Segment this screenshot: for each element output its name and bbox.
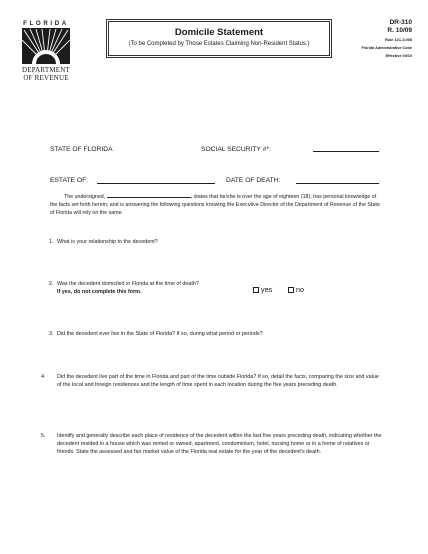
form-admin-code: Florida Administrative Code bbox=[361, 46, 412, 50]
date-of-death-field[interactable] bbox=[296, 183, 379, 184]
question-1: 1. What is your relationship to the decedent? bbox=[49, 239, 158, 245]
intro-paragraph bbox=[50, 194, 380, 217]
logo-department-line1: DEPARTMENT bbox=[22, 66, 70, 74]
logo-florida-word: FLORIDA bbox=[23, 20, 69, 27]
option-yes[interactable] bbox=[253, 279, 272, 297]
date-of-death-label: DATE OF DEATH: bbox=[226, 177, 281, 184]
ssn-field[interactable] bbox=[313, 151, 379, 152]
question-3: 3. Did the decedent ever live in the State of Florida? If so, during what period or periods? bbox=[49, 331, 263, 337]
logo-department-line2: OF REVENUE bbox=[23, 74, 69, 82]
form-effective: Effective 05/10 bbox=[385, 54, 412, 58]
form-rule: Rule 12C-3.008 bbox=[384, 38, 412, 42]
page-subtitle: (To be Completed by Those Estates Claiming Non-Resident Status.) bbox=[128, 41, 310, 47]
form-number: DR-310 bbox=[389, 19, 412, 26]
intro-part1: The undersigned, bbox=[64, 194, 106, 200]
state-label: STATE OF FLORIDA bbox=[50, 146, 113, 153]
undersigned-name-field[interactable] bbox=[107, 197, 191, 198]
sunburst-icon bbox=[22, 28, 70, 64]
yes-checkbox[interactable] bbox=[253, 287, 259, 293]
option-no[interactable] bbox=[288, 279, 304, 297]
question-5: 5. Identify and generally describe each place of residence of the decedent within the last five years preceding death, indicating whether the decedent resided in a house which was rented or owned, apartment, condominium, hotel, nursing home or in a home of relatives or friends. State the assessed and fair market value of the Florida real estate for the year of the decedent's death. bbox=[41, 433, 382, 455]
question-2-note: If yes, do not complete this form. bbox=[57, 288, 142, 295]
question-4: 4. Did the decedent live part of the time in Florida and part of the time outside Florida? If so, detail the facts, comparing the size and value of the local and foreign residences and the length of time spent in each location during the five years preceding death. bbox=[41, 374, 379, 388]
title-box bbox=[108, 21, 330, 56]
estate-field[interactable] bbox=[97, 183, 215, 184]
florida-dor-logo bbox=[22, 20, 70, 82]
question-2: 2. Was the decedent domiciled in Florida at the time of death? If yes, do not complete this form. bbox=[49, 281, 259, 297]
ssn-label: SOCIAL SECURITY #*: bbox=[201, 146, 271, 153]
form-revision: R. 10/09 bbox=[387, 27, 412, 34]
no-label: no bbox=[296, 285, 304, 294]
intro-part2: , states that he/she is over the age of eighteen (18); has personal knowledge of the facts set forth herein; and is answering the following questions knowing the Executive Director of the Department of Revenue of the State of Florida will rely on the same. bbox=[50, 194, 380, 216]
yes-label: yes bbox=[261, 285, 273, 294]
page-title: Domicile Statement bbox=[174, 27, 264, 38]
estate-label: ESTATE OF: bbox=[50, 177, 89, 184]
no-checkbox[interactable] bbox=[288, 287, 294, 293]
form-id-block bbox=[362, 19, 413, 59]
